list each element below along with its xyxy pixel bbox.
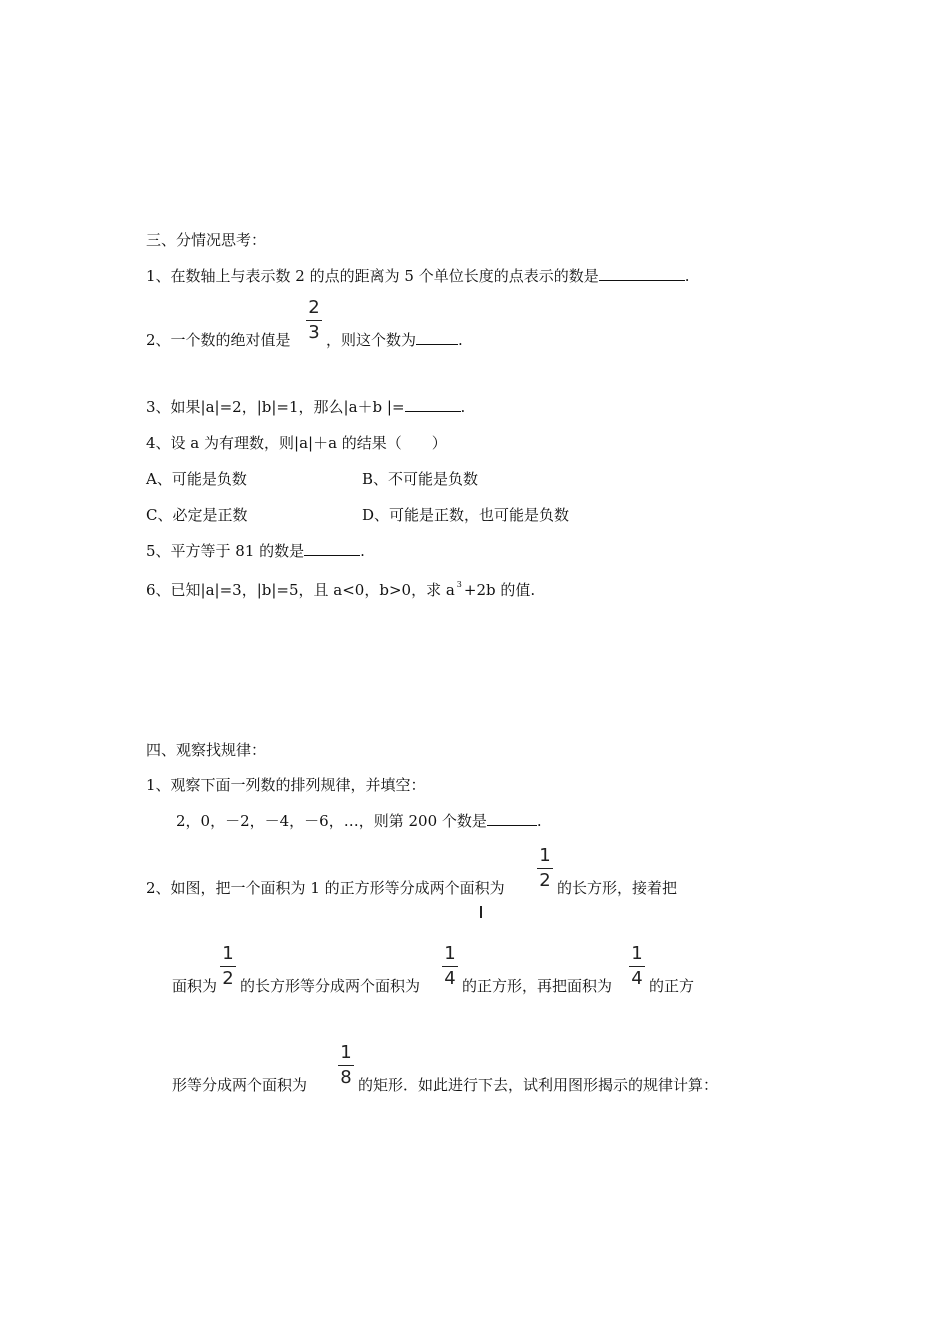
question-3-6: 6、已知|a|=3，|b|=5，且 a<0，b>0，求 a $^3$ +2b 的值. bbox=[146, 580, 536, 599]
question-4-1: 1、观察下面一列数的排列规律，并填空： bbox=[146, 776, 426, 794]
section4-heading: 四、观察找规律： bbox=[146, 741, 267, 759]
option-d: D、可能是正数，也可能是负数 bbox=[362, 506, 570, 524]
answer-blank[interactable] bbox=[416, 330, 458, 345]
answer-blank[interactable] bbox=[304, 541, 360, 556]
question-text: 1、在数轴上与表示数 2 的点的距离为 5 个单位长度的点表示的数是 bbox=[146, 267, 599, 285]
question-3-4: 4、设 a 为有理数，则|a|＋a 的结果（ ） bbox=[146, 434, 447, 452]
answer-blank[interactable] bbox=[405, 397, 461, 412]
question-4-1-sequence: 2，0，－2，－4，－6，…，则第 200 个数是 . bbox=[176, 812, 542, 830]
question-text: 2、一个数的绝对值是 bbox=[146, 331, 291, 349]
answer-blank[interactable] bbox=[487, 811, 537, 826]
fraction-two-thirds: 2 3 bbox=[305, 298, 323, 343]
tick-mark bbox=[480, 906, 482, 918]
fraction-one-half: 1 2 bbox=[536, 846, 554, 891]
fraction-one-eighth: 1 8 bbox=[337, 1043, 355, 1088]
answer-blank[interactable] bbox=[599, 266, 685, 281]
question-4-2-line2c: 的正方形，再把面积为 bbox=[462, 977, 613, 995]
question-text: 3、如果|a|=2，|b|=1，那么|a＋b |= bbox=[146, 398, 405, 416]
question-4-2-line2a: 面积为 bbox=[172, 977, 218, 995]
section3-heading: 三、分情况思考： bbox=[146, 231, 267, 249]
question-3-3: 3、如果|a|=2，|b|=1，那么|a＋b |= . bbox=[146, 398, 466, 416]
exponent: 3 bbox=[456, 580, 462, 589]
option-b: B、不可能是负数 bbox=[362, 470, 479, 488]
question-3-2-tail: ，则这个数为 . bbox=[326, 331, 463, 349]
option-a: A、可能是负数 bbox=[146, 470, 247, 488]
question-4-2-line2d: 的正方 bbox=[649, 977, 695, 995]
question-4-2-line2b: 的长方形等分成两个面积为 bbox=[240, 977, 421, 995]
question-3-5: 5、平方等于 81 的数是 . bbox=[146, 542, 365, 560]
question-4-2-line3b: 的矩形．如此进行下去，试利用图形揭示的规律计算： bbox=[358, 1076, 719, 1094]
fraction-one-half: 1 2 bbox=[219, 944, 237, 989]
question-text: 5、平方等于 81 的数是 bbox=[146, 542, 305, 560]
question-4-2-line3a: 形等分成两个面积为 bbox=[172, 1076, 308, 1094]
fraction-one-quarter: 1 4 bbox=[628, 944, 646, 989]
option-c: C、必定是正数 bbox=[146, 506, 248, 524]
fraction-one-quarter: 1 4 bbox=[441, 944, 459, 989]
question-4-2-line1-tail: 的长方形，接着把 bbox=[557, 879, 678, 897]
question-3-2 bbox=[146, 330, 291, 350]
question-4-2-line1: 2、如图，把一个面积为 1 的正方形等分成两个面积为 bbox=[146, 879, 505, 897]
question-3-1: 1、在数轴上与表示数 2 的点的距离为 5 个单位长度的点表示的数是 . bbox=[146, 267, 690, 285]
